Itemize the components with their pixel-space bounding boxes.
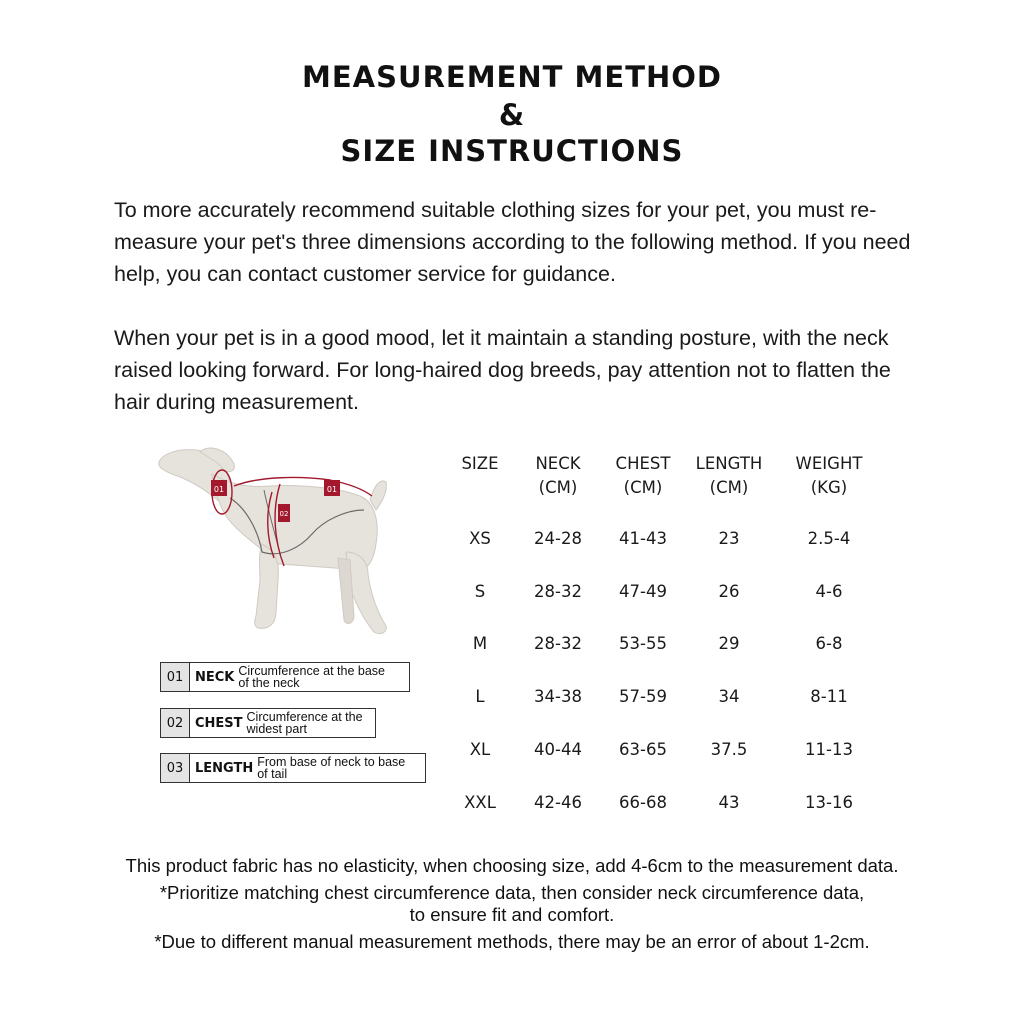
- legend-chest-name: CHEST: [195, 715, 243, 731]
- legend-chest-number: 02: [161, 709, 190, 737]
- legend-neck-number: 01: [161, 663, 190, 691]
- legend-length-name: LENGTH: [195, 760, 254, 776]
- table-cell-weight: 4-6: [815, 582, 843, 601]
- table-cell-neck: 40-44: [534, 740, 582, 759]
- dog-measurement-figure: [150, 440, 410, 650]
- table-header-weight: WEIGHT (KG): [795, 454, 863, 497]
- legend-length: [160, 753, 426, 783]
- table-cell-chest: 66-68: [619, 793, 667, 812]
- table-cell-chest: 53-55: [619, 634, 667, 653]
- marker-neck-label: 01: [213, 485, 225, 494]
- dog-mannequin-illustration: [150, 440, 410, 650]
- legend-length-number: 03: [161, 754, 190, 782]
- table-cell-length: 29: [718, 634, 740, 653]
- table-cell-weight: 6-8: [815, 634, 843, 653]
- table-cell-size: XL: [469, 740, 491, 759]
- table-cell-weight: 11-13: [805, 740, 853, 759]
- table-cell-chest: 57-59: [619, 687, 667, 706]
- legend-length-description: From base of neck to base of tail: [257, 755, 406, 781]
- table-cell-length: 26: [718, 582, 740, 601]
- marker-length-label: 01: [326, 485, 338, 494]
- table-header-neck: NECK (CM): [535, 454, 581, 497]
- table-cell-neck: 24-28: [534, 529, 582, 548]
- legend-neck-name: NECK: [195, 669, 235, 685]
- table-cell-neck: 28-32: [534, 582, 582, 601]
- intro-paragraph-2: When your pet is in a good mood, let it maintain a standing posture, with the neck raised looking forward. For long-haired dog breeds, pay attention not to flatten the hair during measurement.: [114, 326, 891, 414]
- table-cell-size: XS: [469, 529, 491, 548]
- legend-neck: [160, 662, 410, 692]
- table-cell-size: L: [475, 687, 485, 706]
- table-header-length: LENGTH (CM): [695, 454, 763, 497]
- footer-note-error: *Due to different manual measurement methods, there may be an error of about 1-2cm.: [154, 931, 870, 952]
- page-title-line-1: MEASUREMENT METHOD: [302, 60, 722, 94]
- legend-chest: [160, 708, 376, 738]
- table-cell-weight: 13-16: [805, 793, 853, 812]
- table-cell-weight: 8-11: [810, 687, 848, 706]
- footer-note-priority: *Prioritize matching chest circumference data, then consider neck circumference data,: [159, 882, 865, 903]
- page-title-line-3: SIZE INSTRUCTIONS: [340, 134, 684, 168]
- legend-chest-description: Circumference at the widest part: [246, 710, 363, 736]
- table-cell-chest: 41-43: [619, 529, 667, 548]
- table-cell-length: 37.5: [710, 740, 748, 759]
- table-cell-length: 43: [718, 793, 740, 812]
- marker-chest-label: 02: [279, 510, 289, 518]
- table-header-size: SIZE: [461, 454, 499, 473]
- table-cell-chest: 47-49: [619, 582, 667, 601]
- table-cell-length: 23: [718, 529, 740, 548]
- table-cell-length: 34: [718, 687, 740, 706]
- legend-neck-description: Circumference at the base of the neck: [238, 664, 385, 690]
- table-cell-chest: 63-65: [619, 740, 667, 759]
- table-cell-weight: 2.5-4: [807, 529, 851, 548]
- table-cell-size: M: [472, 634, 488, 653]
- page-title-ampersand: &: [498, 98, 526, 132]
- table-cell-neck: 34-38: [534, 687, 582, 706]
- table-cell-neck: 42-46: [534, 793, 582, 812]
- table-cell-size: S: [474, 582, 486, 601]
- footer-note-elasticity: This product fabric has no elasticity, when choosing size, add 4-6cm to the measurement data.: [125, 855, 899, 876]
- footer-note-fit: to ensure fit and comfort.: [409, 904, 615, 925]
- table-header-chest: CHEST (CM): [615, 454, 671, 497]
- table-cell-size: XXL: [464, 793, 496, 812]
- table-cell-neck: 28-32: [534, 634, 582, 653]
- intro-paragraph-1: To more accurately recommend suitable clothing sizes for your pet, you must re-measure your pet's three dimensions according to the following method. If you need help, you can contact customer service for guidance.: [114, 198, 911, 286]
